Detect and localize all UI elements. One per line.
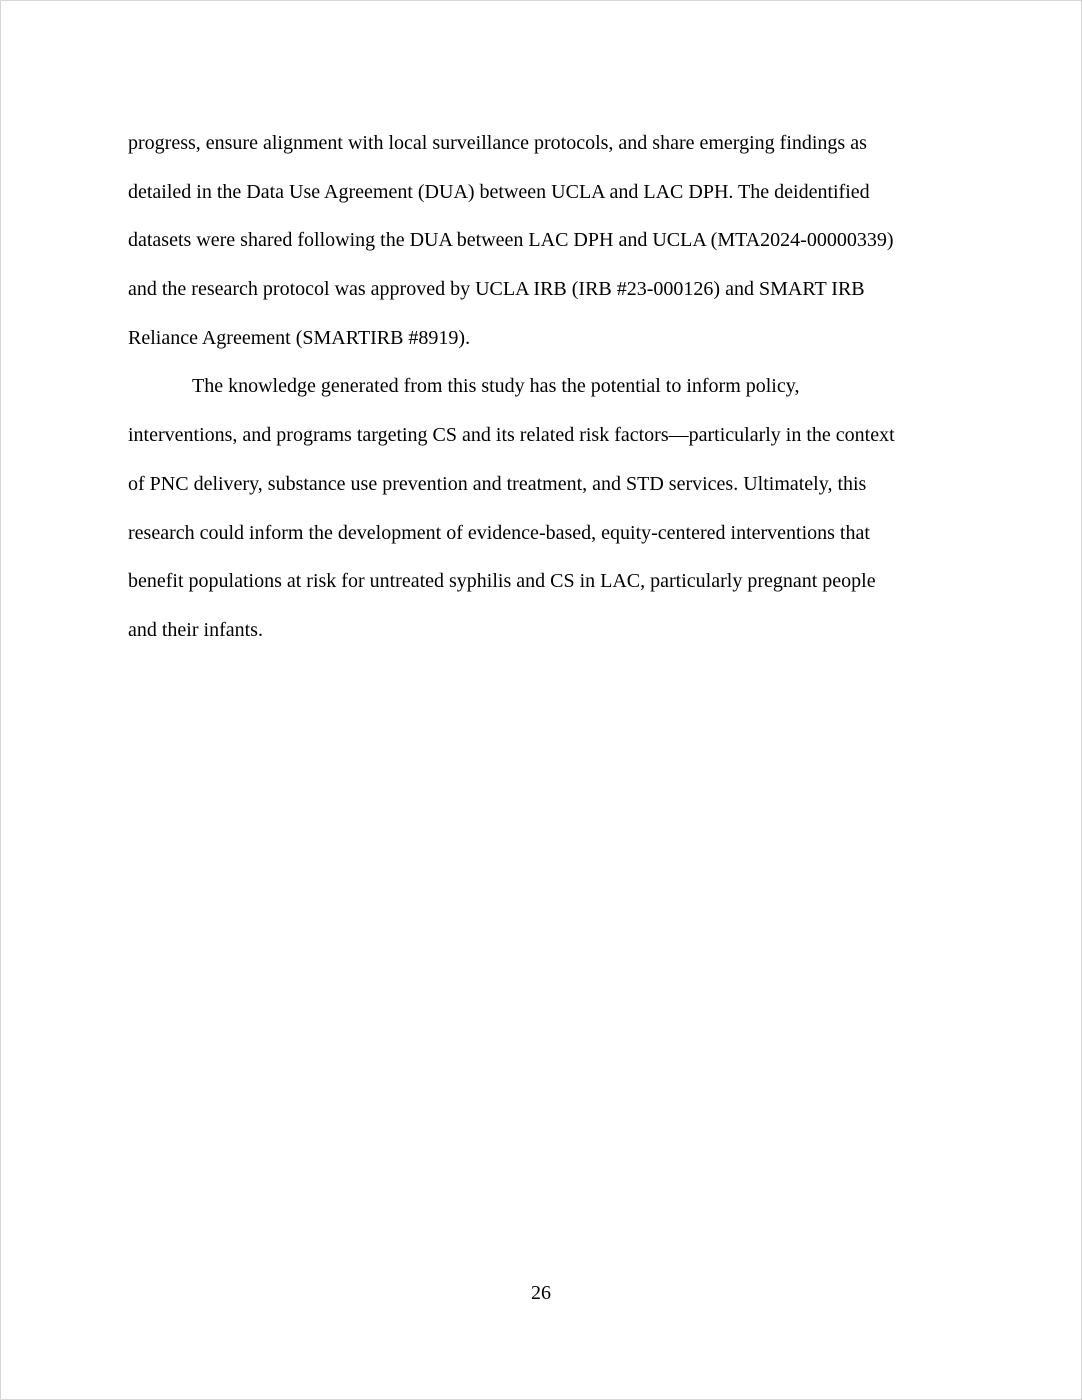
body-text [128, 119, 958, 655]
text-line: The knowledge generated from this study has the potential to inform policy, [192, 375, 800, 398]
text-line: Reliance Agreement (SMARTIRB #8919). [128, 326, 471, 349]
paragraph-1 [128, 119, 958, 362]
text-line: progress, ensure alignment with local surveillance protocols, and share emerging findings as [128, 132, 867, 154]
text-line: detailed in the Data Use Agreement (DUA) between UCLA and LAC DPH. The deidentified [128, 180, 870, 203]
page-number: 26 [531, 1282, 551, 1304]
text-line: interventions, and programs targeting CS and its related risk factors—particularly in the context [128, 424, 895, 447]
text-line: research could inform the development of evidence-based, equity-centered interventions that [128, 521, 870, 544]
text-line: datasets were shared following the DUA between LAC DPH and UCLA (MTA2024-00000339) [128, 229, 894, 252]
paragraph-2 [128, 362, 958, 654]
text-line: and the research protocol was approved by UCLA IRB (IRB #23-000126) and SMART IRB [128, 278, 865, 301]
text-line: and their infants. [128, 618, 263, 641]
text-line: of PNC delivery, substance use prevention and treatment, and STD services. Ultimately, this [128, 472, 867, 495]
text-line: benefit populations at risk for untreated syphilis and CS in LAC, particularly pregnant people [128, 570, 876, 593]
